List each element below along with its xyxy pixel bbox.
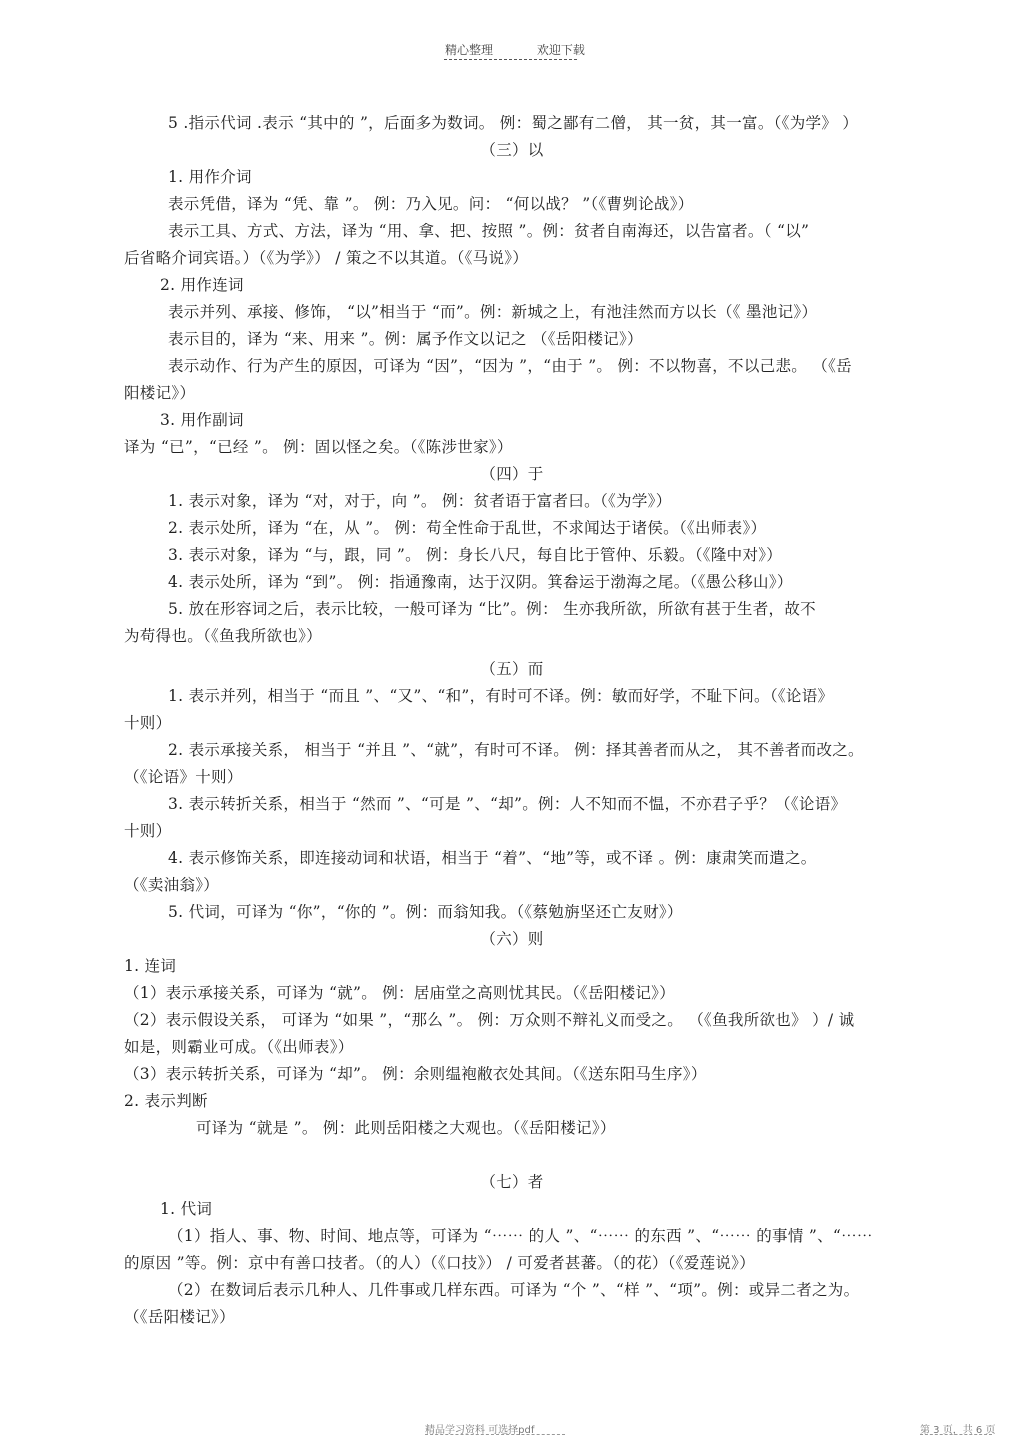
text-line: （五）而	[480, 660, 544, 678]
text-line: 十则）	[124, 822, 172, 840]
document-body	[124, 110, 900, 1331]
text-line: 十则）	[124, 714, 172, 732]
text-line: 表示凭借，译为 “凭、靠 ”。 例：乃入见。问： “何以战？ ”（《曹刿论战》）	[168, 195, 694, 213]
text-line: 5. 代词，可译为 “你”，“你的 ”。例：而翁知我。（《蔡勉旃坚还亡友财》）	[168, 903, 683, 921]
text-line: （1）指人、事、物、时间、地点等，可译为 “⋯⋯ 的人 ”、“⋯⋯ 的东西 ”、“⋯⋯ 的事情 ”、“⋯⋯	[168, 1227, 873, 1245]
text-line: 可译为 “就是 ”。 例：此则岳阳楼之大观也。（《岳阳楼记》）	[196, 1119, 616, 1137]
text-line: （2）在数词后表示几种人、几件事或几样东西。可译为 “个 ”、“样 ”、“项”。例：或异二者之为。	[168, 1281, 860, 1299]
spacer	[124, 1142, 900, 1169]
text-line: 5. 放在形容词之后，表示比较，一般可译为 “比”。例： 生亦我所欲，所欲有甚于生者，故不	[168, 600, 816, 618]
text-line: （三）以	[480, 141, 544, 159]
header-right: 欢迎下载	[536, 43, 585, 57]
text-line: 1. 表示并列，相当于 “而且 ”、“又”、“和”，有时可不译。例：敏而好学，不耻下问。（《论语》	[168, 687, 834, 705]
text-line: （四）于	[480, 465, 544, 483]
text-line: 阳楼记》）	[124, 384, 196, 402]
page-header	[445, 41, 625, 58]
text-line: （六）则	[480, 930, 544, 948]
text-line: 2. 用作连词	[160, 276, 244, 294]
footer-divider-left	[425, 1434, 565, 1435]
header-left: 精心整理	[445, 43, 494, 57]
text-line: 2. 表示判断	[124, 1092, 208, 1110]
text-line: 1. 连词	[124, 957, 177, 975]
text-line: 4. 表示修饰关系，即连接动词和状语，相当于 “着”、“地”等，或不译 。例：康肃笑而遣之。	[168, 849, 817, 867]
footer-left: 精品学习资料 可选择pdf	[425, 1425, 535, 1436]
text-line: 1. 表示对象，译为 “对，对于，向 ”。 例：贫者语于富者曰。（《为学》）	[168, 492, 672, 510]
text-line: 3. 用作副词	[160, 411, 244, 429]
text-line: 后省略介词宾语。）（《为学》） / 策之不以其道。（《马说》）	[124, 249, 529, 267]
text-line: （七）者	[480, 1173, 544, 1191]
text-line: （《论语》十则）	[124, 768, 243, 786]
text-line: （2）表示假设关系， 可译为 “如果 ”，“那么 ”。 例：万众则不辩礼义而受之。 （《鱼我所欲也》 ）/ 诚	[124, 1011, 855, 1029]
text-line: 的原因 ”等。例：京中有善口技者。（的人）（《口技》） / 可爱者甚蕃。（的花）（《爱莲说》）	[124, 1254, 756, 1272]
text-line: 2. 表示处所，译为 “在，从 ”。 例：苟全性命于乱世，不求闻达于诸侯。（《出师表》）	[168, 519, 767, 537]
header-divider	[444, 59, 577, 60]
text-line: 1. 代词	[160, 1200, 213, 1218]
text-line: 如是，则霸业可成。（《出师表》）	[124, 1038, 354, 1056]
text-line: 5 .指示代词 .表示 “其中的 ”，后面多为数词。 例：蜀之鄙有二僧， 其一贫，其一富。（《为学》 ）	[168, 114, 859, 132]
text-line: （1）表示承接关系，可译为 “就”。 例：居庙堂之高则忧其民。（《岳阳楼记》）	[124, 984, 676, 1002]
text-line: 表示目的，译为 “来、用来 ”。例：属予作文以记之 （《岳阳楼记》）	[168, 330, 643, 348]
text-line: （《岳阳楼记》）	[124, 1308, 235, 1326]
text-line: 为苟得也。（《鱼我所欲也》）	[124, 627, 322, 645]
page-number: 第 3 页，共 6 页	[920, 1425, 996, 1436]
text-line: 译为 “已”，“已经 ”。 例：固以怪之矣。（《陈涉世家》）	[124, 438, 513, 456]
text-line: 表示工具、方式、方法，译为 “用、拿、把、按照 ”。例：贫者自南海还，以告富者。（ “以”	[168, 222, 810, 240]
text-line: 表示并列、承接、修饰， “以”相当于 “而”。例：新城之上，有池洼然而方以长（《 墨池记》）	[168, 303, 818, 321]
footer-divider-right	[920, 1434, 992, 1435]
text-line: 4. 表示处所，译为 “到”。 例：指通豫南，达于汉阴。箕畚运于渤海之尾。（《愚公移山》）	[168, 573, 793, 591]
text-line: （3）表示转折关系，可译为 “却”。 例：余则缊袍敝衣处其间。（《送东阳马生序》）	[124, 1065, 707, 1083]
text-line: 1. 用作介词	[168, 168, 252, 186]
text-line: 表示动作、行为产生的原因，可译为 “因”，“因为 ”，“由于 ”。 例：不以物喜，不以己悲。 （《岳	[168, 357, 852, 375]
text-line: 2. 表示承接关系， 相当于 “并且 ”、“就”，有时可不译。 例：择其善者而从之， 其不善者而改之。	[168, 741, 864, 759]
text-line: 3. 表示对象，译为 “与，跟，同 ”。 例：身长八尺，每自比于管仲、乐毅。（《隆中对》）	[168, 546, 783, 564]
text-line: 3. 表示转折关系，相当于 “然而 ”、“可是 ”、“却”。例：人不知而不愠，不亦君子乎？（《论语》	[168, 795, 847, 813]
text-line: （《卖油翁》）	[124, 876, 220, 894]
